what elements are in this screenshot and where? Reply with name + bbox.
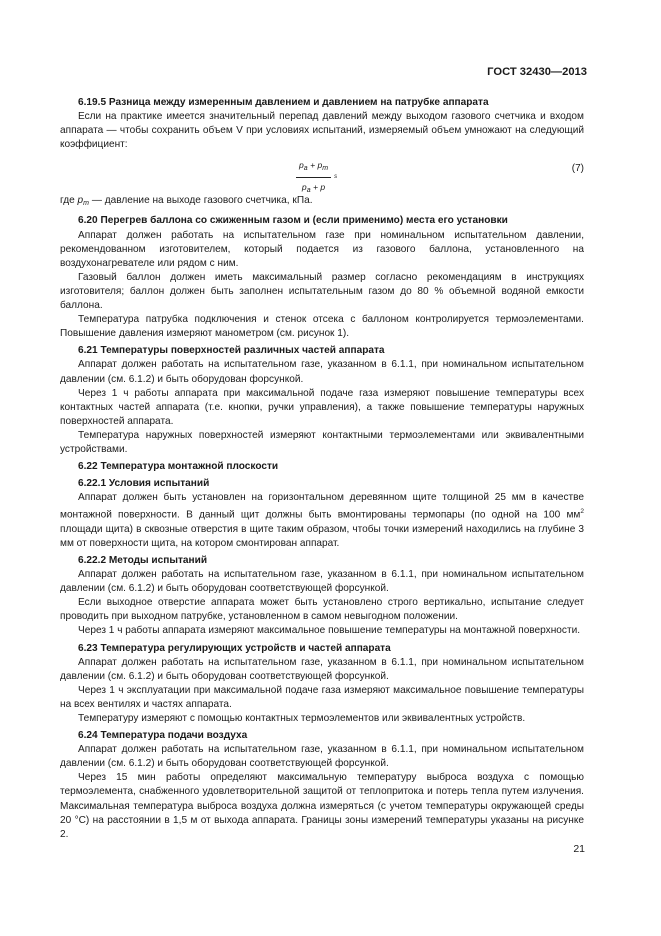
where-clause: где $p_m$ — давление на выходе газового счетчика, кПа. [60, 195, 313, 208]
section-6-19-5-title: 6.19.5 Разница между измеренным давлением и давлением на патрубке аппарата [78, 97, 489, 108]
section-6-22-title: 6.22 Температура монтажной плоскости [78, 461, 279, 473]
section-6-20-title: 6.20 Перегрев баллона со сжиженным газом и (если применимо) места его установки [78, 215, 508, 227]
paragraph: Аппарат должен работать на испытательном газе, указанном в 6.1.1, при номинальном испытательном давлении (см. 6.1.2) и быть оборудован форсункой. [60, 359, 584, 385]
formula-fraction [296, 158, 338, 198]
paragraph: Аппарат должен работать на испытательном газе, указанном в 6.1.1, при номинальном испытательном давлении (см. 6.1.2) и быть оборудован соответствующей форсункой. [60, 569, 584, 595]
section-6-22-2-title: 6.22.2 Методы испытаний [78, 554, 208, 566]
document-id: ГОСТ 32430—2013 [487, 66, 587, 78]
paragraph: Аппарат должен работать на испытательном газе, указанном в 6.1.1, при номинальном испытательном давлении (см. 6.1.2) и быть оборудован соответствующей форсункой. [60, 656, 584, 682]
paragraph: Через 15 мин работы определяют максимальную температуру выброса воздуха с помощью термоэлемента, снабженного удовлетворительной защитой от теплопритока и потерь тепла путем излучения. Максимальная температура выброса воздуха должна измеряться (с учетом температуры окружающей среды 20 °С) на расстоянии в 1,5 м от выхода аппарата. Границы зоны измерений температуры указаны на рисунке 2. [60, 772, 584, 840]
paragraph: Газовый баллон должен иметь максимальный размер согласно рекомендациям в инструкциях изготовителя; баллон должен быть заполнен испытательным газом до 80 % объемной водяной емкости баллона. [60, 271, 584, 312]
paragraph: Температуру измеряют с помощью контактных термоэлементов или эквивалентных устройств. [78, 713, 526, 725]
paragraph: Аппарат должен работать на испытательном газе при номинальном испытательном давлении, рекомендованном изготовителем, который подается из газового баллона, установленного на воздухонагревателе или рядом с ним. [60, 229, 584, 269]
paragraph: Аппарат должен быть установлен на горизонтальном деревянном щите толщиной 25 мм в качестве монтажной поверхности. В данный щит должны быть вмонтированы термопары (по одной на 100 $мм^2$ площади щита) в сквозные отверстия в щите таким образом, чтобы точки измерений находились на глубине 3 мм от поверхности щита, на котором смонтирован аппарат. [60, 492, 584, 549]
paragraph: Температура патрубка подключения и стенок отсека с баллоном контролируется термоэлементами. Повышение давления измеряют манометром (см. рисунок 1). [60, 314, 584, 340]
paragraph: Если на практике имеется значительный перепад давлений между выходом газового счетчика и входом аппарата — чтобы сохранить объем V при условиях испытаний, измеряемый объем умножают на следующий коэффициент: [60, 111, 584, 151]
section-6-21-title: 6.21 Температуры поверхностей различных частей аппарата [78, 345, 385, 357]
paragraph: Через 1 ч работы аппарата измеряют максимальное повышение температуры на монтажной поверхности. [78, 625, 581, 637]
section-6-22-1-title: 6.22.1 Условия испытаний [78, 478, 210, 490]
formula-7 [60, 156, 584, 195]
paragraph: Аппарат должен работать на испытательном газе, указанном в 6.1.1, при номинальном испытательном давлении (см. 6.1.2) и быть оборудован соответствующей форсункой. [60, 744, 584, 770]
page-content [60, 96, 584, 842]
formula-exponent: s [334, 174, 338, 181]
paragraph: Температура наружных поверхностей измеряют контактными термоэлементами или эквивалентными устройствами. [60, 429, 584, 455]
section-6-24-title: 6.24 Температура подачи воздуха [78, 730, 248, 742]
paragraph: Если выходное отверстие аппарата может быть установлено строго вертикально, испытание следует проводить при выходном патрубке, установленном в самом невыгодном положении. [60, 597, 584, 623]
equation-number: (7) [571, 163, 584, 175]
paragraph: Через 1 ч работы аппарата при максимальной подаче газа измеряют повышение температуры всех контактных частей аппарата (т.е. кнопки, ручки управления), а также повышение температуры наружных поверхностей аппарата. [60, 387, 584, 427]
paragraph: Через 1 ч эксплуатации при максимальной подаче газа измеряют максимальное повышение температуры на всех вентилях и частях аппарата. [60, 684, 584, 710]
page-number: 21 [573, 843, 585, 855]
formula-denominator: $p_a + p$ [301, 182, 326, 195]
formula-numerator: $p_a + p_m$ [296, 158, 331, 178]
section-6-23-title: 6.23 Температура регулирующих устройств и частей аппарата [78, 642, 391, 654]
